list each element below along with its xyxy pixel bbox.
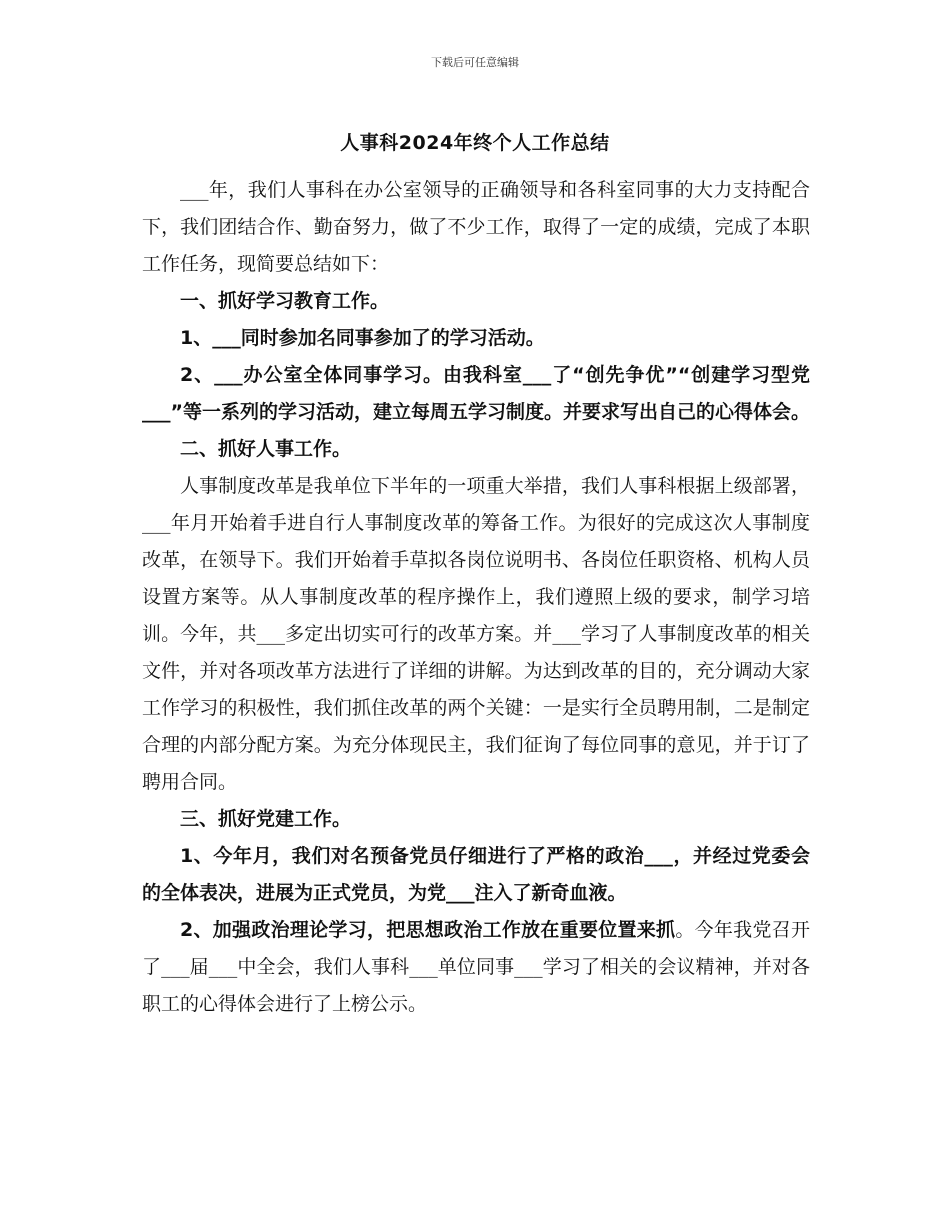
header-note: 下载后可任意编辑 <box>431 56 519 69</box>
section-2-paragraph: 人事制度改革是我单位下半年的一项重大举措，我们人事科根据上级部署，___年月开始着手进自行人事制度改革的筹备工作。为很好的完成这次人事制度改革，在领导下。我们开始着手草拟各岗位说明书、各岗位任职资格、机构人员设置方案等。从人事制度改革的程序操作上，我们遵照上级的要求，制学习培训。今年，共___多定出切实可行的改革方案。并___学习了人事制度改革的相关文件，并对各项改革方法进行了详细的讲解。为达到改革的目的，充分调动大家工作学习的积极性，我们抓住改革的两个关键：一是实行全员聘用制，二是制定合理的内部分配方案。为充分体现民主，我们征询了每位同事的意见，并于订了聘用合同。 <box>142 475 810 793</box>
intro-paragraph: ___年，我们人事科在办公室领导的正确领导和各科室同事的大力支持配合下，我们团结合作、勤奋努力，做了不少工作，取得了一定的成绩，完成了本职工作任务，现简要总结如下： <box>142 179 810 275</box>
section-3-item-2-lead: 2、加强政治理论学习，把思想政治工作放在重要位置来抓 <box>180 919 676 941</box>
document-title: 人事科2024年终个人工作总结 <box>340 132 610 154</box>
section-1-item-2: 2、___办公室全体同事学习。由我科室___了“创先争优”“创建学习型党___”等一系列的学习活动，建立每周五学习制度。并要求写出自己的心得体会。 <box>142 364 810 423</box>
section-heading-3: 三、抓好党建工作。 <box>180 808 352 830</box>
section-heading-1: 一、抓好学习教育工作。 <box>180 290 390 312</box>
section-1-item-1: 1、___同时参加名同事参加了的学习活动。 <box>180 327 545 349</box>
section-3-item-2-rest: 。今年我党召开了___届___中全会，我们人事科___单位同事___学习了相关的会议精神，并对各职工的心得体会进行了上榜公示。 <box>142 919 810 1015</box>
section-3-item-2 <box>142 912 810 1023</box>
section-3-item-1: 1、今年月，我们对名预备党员仔细进行了严格的政治___，并经过党委会的全体表决，进展为正式党员，为党___注入了新奇血液。 <box>142 845 810 904</box>
section-heading-2: 二、抓好人事工作。 <box>180 438 352 460</box>
document-body <box>142 172 810 1023</box>
